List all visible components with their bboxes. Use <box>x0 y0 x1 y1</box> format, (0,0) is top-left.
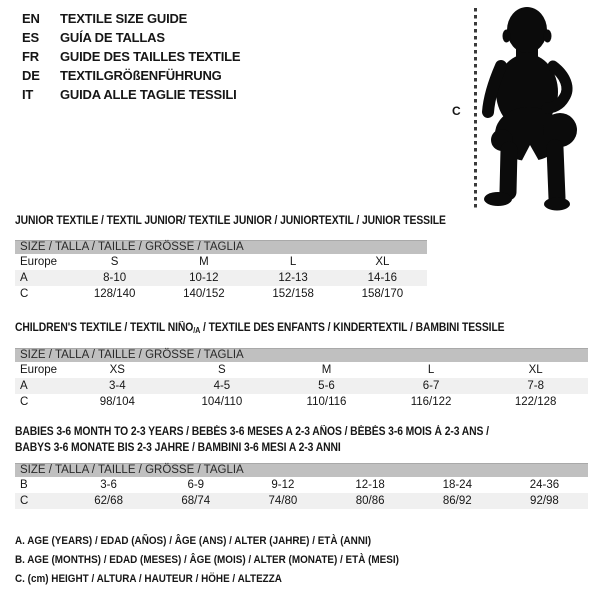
language-title: TEXTILE SIZE GUIDE <box>60 11 188 26</box>
language-row-en <box>22 9 240 28</box>
size-header-band: SIZE / TALLA / TAILLE / GRÖSSE / TAGLIA <box>15 240 427 254</box>
months-cell: 18-24 <box>442 479 472 491</box>
table-row-height <box>15 394 588 410</box>
language-header <box>22 9 240 104</box>
toddler-silhouette-icon <box>482 2 594 214</box>
size-cell: XL <box>528 364 543 376</box>
children-title-post: / TEXTILE DES ENFANTS / KINDERTEXTIL / BAMBINI TESSILE <box>200 322 505 334</box>
age-cell: 10-12 <box>189 272 219 284</box>
months-cell: 12-18 <box>355 479 385 491</box>
height-cell: 128/140 <box>93 288 136 300</box>
row-label: C <box>20 396 29 408</box>
language-title: GUIDE DES TAILLES TEXTILE <box>60 49 241 64</box>
children-table-title <box>15 320 505 339</box>
language-title: GUÍA DE TALLAS <box>60 30 165 45</box>
height-dashed-line <box>474 8 477 208</box>
language-code: IT <box>22 87 34 102</box>
months-cell: 3-6 <box>100 479 117 491</box>
age-cell: 5-6 <box>318 380 335 392</box>
note-age-months: B. AGE (MONTHS) / EDAD (MESES) / ÂGE (MOIS) / ALTER (MONATE) / ETÀ (MESI) <box>15 554 399 566</box>
age-cell: 8-10 <box>103 272 127 284</box>
language-row-de <box>22 66 240 85</box>
note-age-years: A. AGE (YEARS) / EDAD (AÑOS) / ÂGE (ANS) / ALTER (JAHRE) / ETÀ (ANNI) <box>15 535 372 547</box>
height-cell: 86/92 <box>442 495 472 507</box>
size-header-band: SIZE / TALLA / TAILLE / GRÖSSE / TAGLIA <box>15 348 588 362</box>
children-title-sub: /A <box>193 326 201 335</box>
height-cell: 158/170 <box>361 288 404 300</box>
junior-table <box>15 240 427 302</box>
babies-title-line2: BABYS 3-6 MONATE BIS 2-3 JAHRE / BAMBINI 3-6 MESI A 2-3 ANNI <box>15 442 341 454</box>
height-cell: 140/152 <box>183 288 225 300</box>
size-cell: L <box>427 364 435 376</box>
size-cell: L <box>289 256 297 268</box>
legend-notes <box>15 532 442 589</box>
height-measure-label: C <box>452 104 461 118</box>
note-height: C. (cm) HEIGHT / ALTURA / HAUTEUR / HÖHE / ALTEZZA <box>15 573 282 585</box>
height-cell: 62/68 <box>94 495 123 507</box>
table-row-height <box>15 493 588 509</box>
table-row-europe <box>15 254 427 270</box>
language-code: EN <box>22 11 40 26</box>
height-cell: 98/104 <box>99 396 135 408</box>
language-row-fr <box>22 47 240 66</box>
size-header-band: SIZE / TALLA / TAILLE / GRÖSSE / TAGLIA <box>15 463 588 477</box>
row-label: B <box>20 479 28 491</box>
table-row-age <box>15 378 588 394</box>
language-title: TEXTILGRÖßENFÜHRUNG <box>60 68 222 83</box>
age-cell: 12-13 <box>278 272 308 284</box>
row-label: Europe <box>20 256 58 268</box>
height-cell: 92/98 <box>530 495 559 507</box>
babies-table-title <box>15 424 542 456</box>
row-label: C <box>20 288 29 300</box>
row-label: A <box>20 272 28 284</box>
months-cell: 24-36 <box>529 479 560 491</box>
size-cell: S <box>218 364 226 376</box>
children-table <box>15 348 588 410</box>
size-cell: M <box>321 364 332 376</box>
height-cell: 80/86 <box>355 495 385 507</box>
row-label: C <box>20 495 29 507</box>
language-code: DE <box>22 68 40 83</box>
language-code: FR <box>22 49 39 64</box>
height-cell: 104/110 <box>201 396 243 408</box>
height-cell: 74/80 <box>268 495 298 507</box>
size-cell: M <box>199 256 209 268</box>
size-cell: S <box>110 256 119 268</box>
table-row-height <box>15 286 427 302</box>
babies-title-line1: BABIES 3-6 MONTH TO 2-3 YEARS / BEBÉS 3-6 MESES A 2-3 AÑOS / BÉBÉS 3-6 MOIS À 2-3 ANS / <box>15 426 489 438</box>
age-cell: 3-4 <box>108 380 126 392</box>
children-title-pre: CHILDREN'S TEXTILE / TEXTIL NIÑO <box>15 322 194 334</box>
language-row-es <box>22 28 240 47</box>
months-cell: 6-9 <box>187 479 205 491</box>
language-code: ES <box>22 30 39 45</box>
age-cell: 6-7 <box>422 380 440 392</box>
age-cell: 7-8 <box>527 380 544 392</box>
table-row-months <box>15 477 588 493</box>
age-cell: 14-16 <box>367 272 398 284</box>
height-cell: 110/116 <box>306 396 347 408</box>
junior-table-title: JUNIOR TEXTILE / TEXTIL JUNIOR/ TEXTILE JUNIOR / JUNIORTEXTIL / JUNIOR TESSILE <box>15 215 446 227</box>
table-row-age <box>15 270 427 286</box>
language-title: GUIDA ALLE TAGLIE TESSILI <box>60 87 237 102</box>
size-cell: XS <box>109 364 125 376</box>
height-cell: 116/122 <box>410 396 452 408</box>
height-cell: 68/74 <box>181 495 211 507</box>
height-cell: 122/128 <box>514 396 557 408</box>
size-cell: XL <box>375 256 390 268</box>
table-row-europe <box>15 362 588 378</box>
row-label: Europe <box>20 364 58 376</box>
age-cell: 4-5 <box>213 380 231 392</box>
months-cell: 9-12 <box>271 479 295 491</box>
babies-table <box>15 463 588 509</box>
language-row-it <box>22 85 240 104</box>
row-label: A <box>20 380 28 392</box>
height-cell: 152/158 <box>272 288 314 300</box>
